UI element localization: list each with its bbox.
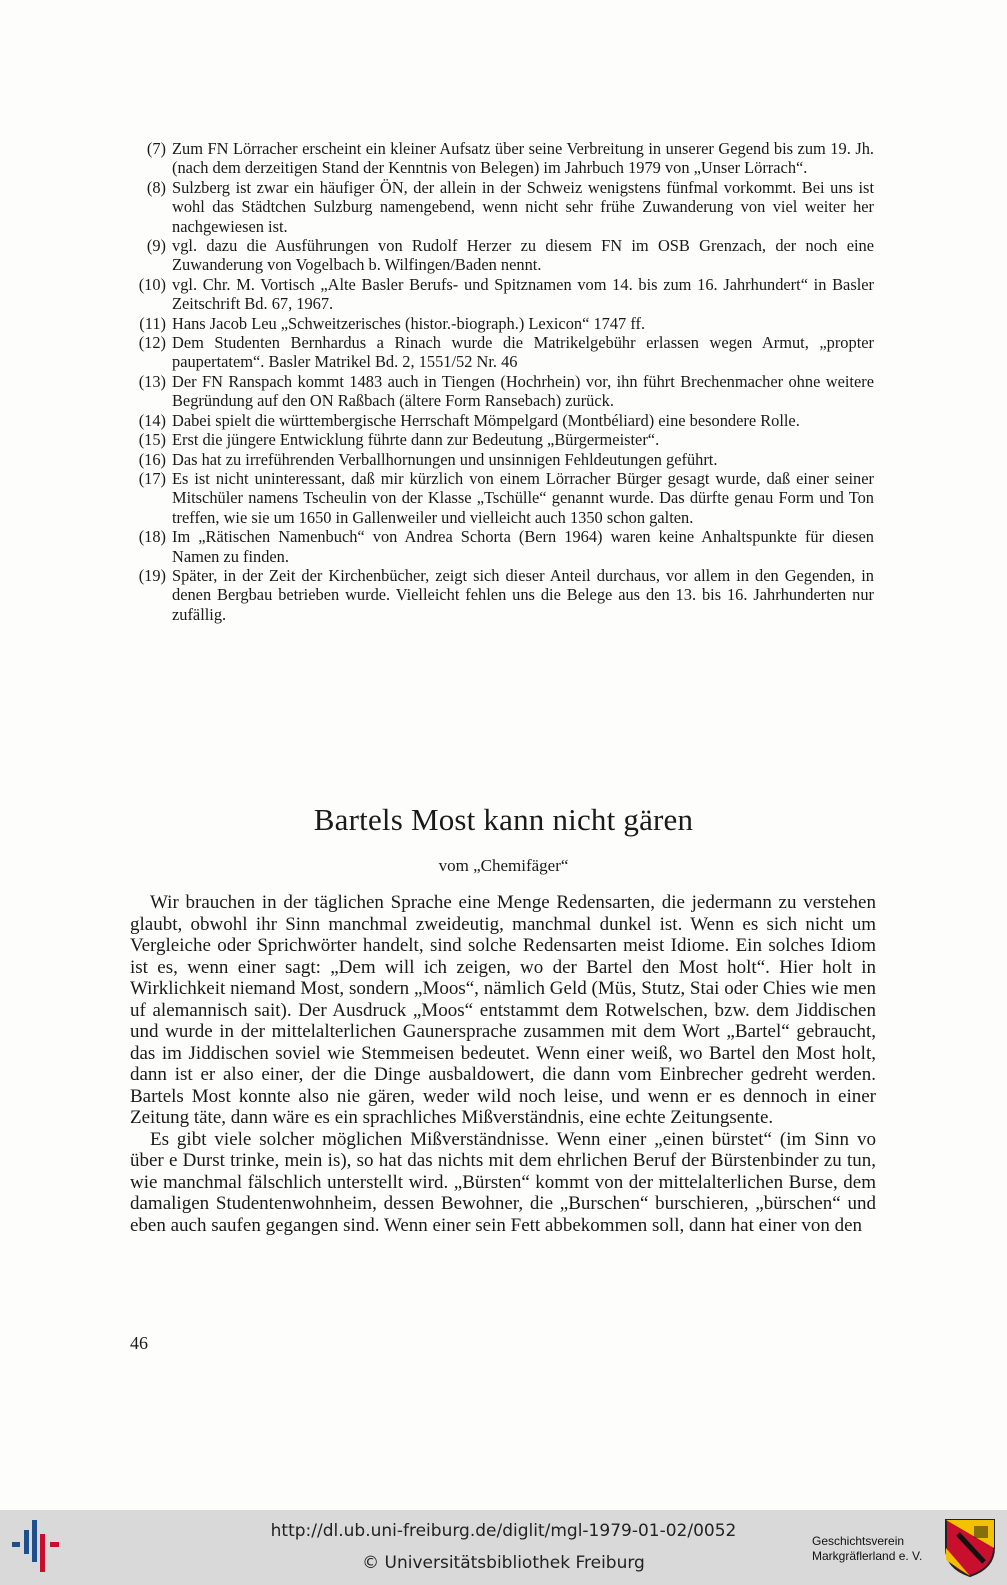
footnote: [124, 275, 874, 314]
footnote-number: (11): [139, 313, 166, 333]
article-title: Bartels Most kann nicht gären: [313, 802, 694, 837]
footnote: [124, 430, 874, 449]
footnote-number: (13): [138, 371, 166, 391]
footnote: [124, 372, 874, 411]
footnote-text: vgl. Chr. M. Vortisch „Alte Basler Berufs- und Spitznamen vom 14. bis zum 16. Jahrhundert“ in Basler Zeitschrift Bd. 67, 1967.: [172, 274, 874, 314]
footnote-number: (7): [146, 139, 166, 158]
footnotes: [124, 139, 874, 624]
footnote-number: (19): [138, 565, 166, 585]
footnote: [124, 139, 874, 178]
coat-of-arms-icon[interactable]: [944, 1518, 996, 1578]
society-name: [812, 1534, 940, 1564]
footnote: [124, 333, 874, 372]
footnote-text: Es ist nicht uninteressant, daß mir kürzlich von einem Lörracher Bürger gesagt wurde, daß einer seiner Mitschüler namens Tscheulin von der Klasse „Tschülle“ genannt wurde. Das dürfte genau Form und Ton treffen, wie sie um 1650 in Gallenweiler und vielleicht auch 1350 schon galten.: [172, 468, 874, 527]
footnote-text: Im „Rätischen Namenbuch“ von Andrea Schorta (Bern 1964) waren keine Anhaltspunkte für diesen Namen zu finden.: [172, 527, 874, 566]
footnote-text: Zum FN Lörracher erscheint ein kleiner Aufsatz über seine Verbreitung in unserer Gegend bis zum 19. Jh. (nach dem derzeitigen Stand der Kenntnis von Belegen) im Jahrbuch 1979 von „Unser Lörrach“.: [172, 139, 874, 178]
footnote-number: (12): [138, 333, 166, 353]
footnote-text: Später, in der Zeit der Kirchenbücher, zeigt sich dieser Anteil durchaus, vor allem in den Gegenden, in denen Bergbau betrieben wurde. Vielleicht fehlen uns die Belege aus den 13. bis 16. Jahrhunderten nur zufällig.: [172, 565, 874, 624]
footnote-text: Der FN Ranspach kommt 1483 auch in Tiengen (Hochrhein) vor, ihn führt Brechenmacher ohne weitere Begründung auf den ON Raßbach (ältere Form Ransebach) zurück.: [172, 371, 874, 411]
footnote-number: (9): [146, 236, 166, 256]
footnote-text: Dem Studenten Bernhardus a Rinach wurde die Matrikelgebühr erlassen wegen Armut, „propter paupertatem“. Basler Matrikel Bd. 2, 1551/52 Nr. 46: [172, 333, 874, 372]
footnote-number: (16): [138, 449, 166, 469]
footnote-number: (15): [138, 430, 166, 450]
footnote: [124, 566, 874, 624]
footnote-text: Erst die jüngere Entwicklung führte dann zur Bedeutung „Bürgermeister“.: [172, 430, 660, 450]
footnote: [124, 469, 874, 527]
footnote: [124, 527, 874, 566]
footnote: [124, 411, 874, 430]
footnote-number: (14): [138, 410, 166, 430]
paragraph: Es gibt viele solcher möglichen Mißverständnisse. Wenn einer „einen bürstet“ (im Sinn vo über e Durst trinke, mein is), so hat das nichts mit dem ehrlichen Beruf der Bürstenbinder zu tun, wie manchmal fälschlich unterstellt wird. „Bürsten“ kommt von der mittelalterlichen Burse, dem damaligen Studentenwohnheim, dessen Bewohner, die „Burschen“ burschieren, „bürschen“ und eben auch saufen gegangen sind. Wenn einer sein Fett abbekommen soll, dann hat einer von den: [130, 1128, 876, 1236]
society-line-1: Geschichtsverein: [812, 1534, 905, 1548]
footnote-text: Dabei spielt die württembergische Herrschaft Mömpelgard (Montbéliard) eine besondere Rolle.: [172, 410, 800, 430]
footnote-text: Hans Jacob Leu „Schweitzerisches (histor.-biograph.) Lexicon“ 1747 ff.: [172, 313, 646, 333]
footnote-number: (17): [138, 468, 166, 488]
footnote: [124, 236, 874, 275]
footnote-text: Das hat zu irreführenden Verballhornungen und unsinnigen Fehldeutungen geführt.: [172, 449, 718, 469]
copyright-notice: © Universitätsbibliothek Freiburg: [362, 1553, 645, 1573]
footnote-text: Sulzberg ist zwar ein häufiger ÖN, der allein in der Schweiz wenigstens fünfmal vorkommt. Bei uns ist wohl das Städtchen Sulzburg namengebend, wenn nicht sehr frühe Zuwanderung von viel weiter her nachgewiesen ist.: [172, 177, 874, 236]
footnote: [124, 178, 874, 236]
permalink-url[interactable]: http://dl.ub.uni-freiburg.de/diglit/mgl-1979-01-02/0052: [270, 1521, 737, 1541]
article-author: vom „Chemifäger“: [438, 856, 569, 875]
page-number: 46: [130, 1333, 148, 1353]
society-line-2: Markgräflerland e. V.: [812, 1549, 923, 1563]
footnote: [124, 450, 874, 469]
paragraph: Wir brauchen in der täglichen Sprache eine Menge Redensarten, die jedermann zu verstehen glaubt, obwohl ihr Sinn manchmal zweideutig, manchmal dunkel ist. Wenn es sich nicht um Vergleiche oder Sprichwörter handelt, sind solche Redensarten meist Idiome. Ein solches Idiom ist es, wenn einer sagt: „Dem will ich zeigen, wo der Bartel den Most holt“. Hier holt in Wirklichkeit niemand Most, sondern „Moos“, nämlich Geld (Müs, Stutz, Stai oder Chies wie men uf alemannisch sait). Der Ausdruck „Moos“ entstammt dem Rotwelschen, bzw. dem Jiddischen und wurde in der mittelalterlichen Gaunersprache zusammen mit dem Wort „Bartel“ gebraucht, das im Jiddischen soviel wie Stemmeisen bedeutet. Wenn einer weiß, wo Bartel den Most holt, dann ist er also einer, der die Dinge ausbaldowert, die dann vom Einbrecher gedreht werden. Bartels Most konnte also nie gären, weder wild noch leise, und wenn er es dennoch in einer Zeitung täte, dann wäre es ein sprachliches Mißverständnis, eine echte Zeitungsente.: [130, 892, 876, 1128]
article-body: [130, 892, 876, 1236]
footnote-number: (8): [146, 177, 166, 197]
footnote: [124, 314, 874, 333]
footnote-number: (10): [138, 274, 166, 294]
footnote-number: (18): [138, 527, 166, 547]
footnote-text: vgl. dazu die Ausführungen von Rudolf Herzer zu diesem FN im OSB Grenzach, der noch eine Zuwanderung von Vogelbach b. Wilfingen/Baden nennt.: [172, 236, 874, 275]
